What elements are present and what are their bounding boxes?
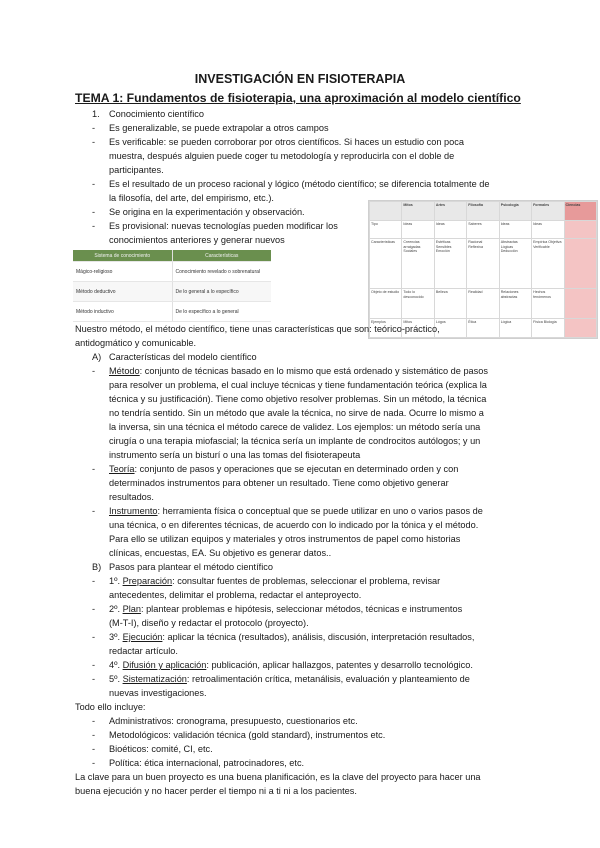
table-cell: Mitos — [402, 202, 434, 221]
paragraph-line: Todo ello incluye: — [75, 702, 146, 712]
list-item-continued: clínicas, encuestas, EA. Su objetivo es generar datos.. — [109, 548, 332, 558]
term: Teoría — [109, 464, 135, 474]
topic-title: TEMA 1: Fundamentos de fisioterapia, una aproximación al modelo científico — [75, 91, 521, 105]
table-cell: Todo lo desconocido — [402, 289, 434, 319]
table-cell: Ideas — [532, 220, 564, 239]
table-cell: Método deductivo — [73, 282, 172, 302]
list-item-continued: para resolver un problema, el cual incluye técnicas y tiene fundamentación teórica (explica la — [109, 380, 487, 390]
table-cell: Objeto de estudio — [370, 289, 402, 319]
paragraph-line: buena ejecución y no hacer perder el tiempo ni a ti ni a los pacientes. — [75, 786, 357, 796]
definition: : retroalimentación crítica, metanálisis, evaluación y planteamiento de — [186, 674, 470, 684]
definition: : conjunto de pasos y operaciones que se ejecutan en determinado orden y con — [134, 464, 459, 474]
table-cell — [564, 239, 596, 289]
table-cell: Ejemplos — [370, 319, 402, 338]
table-cell: Física Biología — [532, 319, 564, 338]
table-cell: Formales — [532, 202, 564, 221]
table-cell: Abstractas Lógicas Deducción — [499, 239, 531, 289]
table-cell: Lógos — [434, 319, 466, 338]
list-item — [109, 504, 483, 518]
definition: : consultar fuentes de problemas, seleccionar el problema, revisar — [172, 576, 441, 586]
list-item-continued: determinados instrumentos para obtener un resultado. Tiene como objetivo generar — [109, 478, 449, 488]
bullet-dash: - — [92, 123, 96, 133]
list-item-continued: la inversa, sin una técnica el método carece de validez. Los ejemplos: un método sería una — [109, 422, 481, 432]
table-cell: Estéticas Sensibles Emoción — [434, 239, 466, 289]
table-cell: Ideas — [434, 220, 466, 239]
definition: : aplicar la técnica (resultados), análisis, discusión, interpretación resultados, — [162, 632, 475, 642]
table-cell: Realidad — [467, 289, 499, 319]
table-cell: Creencias arraigadas Sociales — [402, 239, 434, 289]
table-cell — [564, 319, 596, 338]
list-item-continued: cirugía o una terapia miofascial; la técnica sería un implante de condrocitos autólogos; y un — [109, 436, 481, 446]
bullet-dash: - — [92, 660, 96, 670]
definition: : herramienta física o conceptual que se puede utilizar en uno o varios pasos de — [157, 506, 483, 516]
bullet-dash: - — [92, 632, 96, 642]
bullet-dash: - — [92, 716, 96, 726]
table-cell: Belleza — [434, 289, 466, 319]
term: Plan — [122, 604, 141, 614]
list-item-continued: participantes. — [109, 165, 164, 175]
bullet-dash: - — [92, 604, 96, 614]
definition: : plantear problemas e hipótesis, seleccionar métodos, técnicas e instrumentos — [140, 604, 463, 614]
list-item-continued: (M-T-I), diseño y redactar el protocolo (proyecto). — [109, 618, 309, 628]
bullet-dash: - — [92, 674, 96, 684]
list-item-continued: conocimientos anteriores y generar nuevos — [109, 235, 285, 245]
list-item-continued: nuevas investigaciones. — [109, 688, 207, 698]
table-cell: Racional Reflexiva — [467, 239, 499, 289]
list-item: Administrativos: cronograma, presupuesto, cuestionarios etc. — [109, 716, 358, 726]
section-heading: Pasos para plantear el método científico — [109, 562, 273, 572]
list-item: Es provisional: nuevas tecnologías pueden modificar los — [109, 221, 338, 231]
table-cell: Artes — [434, 202, 466, 221]
term: Sistematización — [122, 674, 187, 684]
paragraph-line: La clave para un buen proyecto es una buena planificación, es la clave del proyecto para hacer una — [75, 772, 481, 782]
table-cell: De lo específico a lo general — [172, 302, 271, 322]
bullet-dash: - — [92, 221, 96, 231]
table-cell: Ciencias — [564, 202, 596, 221]
table-cell: Saberes — [467, 220, 499, 239]
definition: : conjunto de técnicas basado en lo mismo que está ordenado y sistemático de pasos — [139, 366, 488, 376]
list-item — [109, 364, 488, 378]
bullet-dash: - — [92, 730, 96, 740]
term: Método — [109, 366, 140, 376]
table-cell: Filosofía — [467, 202, 499, 221]
table-cell: Hechos fenómenos — [532, 289, 564, 319]
table-cell: Empírica Objetiva Verificable — [532, 239, 564, 289]
list-item: Metodológicos: validación técnica (gold standard), instrumentos etc. — [109, 730, 386, 740]
list-item-continued: la filosofía, del arte, del empirismo, etc.). — [109, 193, 274, 203]
table-cell — [564, 289, 596, 319]
section-heading: Conocimiento científico — [109, 109, 204, 119]
paragraph-line: antidogmático y comunicable. — [75, 338, 197, 348]
definition: : publicación, aplicar hallazgos, patentes y desarrollo tecnológico. — [206, 660, 473, 670]
table-cell: Ideas — [402, 220, 434, 239]
step-number: 2º. — [109, 604, 123, 614]
section-letter: B) — [92, 562, 102, 572]
table-cell — [564, 220, 596, 239]
bullet-dash: - — [92, 744, 96, 754]
table-header-cell: Sistema de conocimiento — [73, 250, 172, 262]
list-item: Es el resultado de un proceso racional y lógico (método científico; se diferencia totalmente de — [109, 179, 490, 189]
list-item — [109, 658, 473, 672]
term: Preparación — [122, 576, 173, 586]
table-cell: De lo general a lo específico — [172, 282, 271, 302]
table-cell: Lógica — [499, 319, 531, 338]
list-item-continued: Para ello se utilizan equipos y materiales y otros instrumentos de papel como historias — [109, 534, 461, 544]
list-item: Es generalizable, se puede extrapolar a otros campos — [109, 123, 329, 133]
list-item: Se origina en la experimentación y observación. — [109, 207, 305, 217]
step-number: 1º. — [109, 576, 123, 586]
table-cell: Relaciones abstractas — [499, 289, 531, 319]
table-cell: Tipo — [370, 220, 402, 239]
list-item — [109, 630, 474, 644]
bullet-dash: - — [92, 758, 96, 768]
bullet-dash: - — [92, 366, 96, 376]
list-item: Política: ética internacional, patrocinadores, etc. — [109, 758, 305, 768]
table-cell: Características — [370, 239, 402, 289]
table-cell: Psicologia — [499, 202, 531, 221]
step-number: 3º. — [109, 632, 123, 642]
bullet-dash: - — [92, 506, 96, 516]
table-cell: Conocimiento revelado o sobrenatural — [172, 262, 271, 282]
term: Ejecución — [122, 632, 163, 642]
table-cell — [370, 202, 402, 221]
list-item: Es verificable: se pueden corroborar por otros científicos. Si haces un estudio con poca — [109, 137, 464, 147]
list-number: 1. — [92, 109, 100, 119]
step-number: 4º. — [109, 660, 123, 670]
list-item — [109, 574, 440, 588]
list-item: Bioéticos: comité, CI, etc. — [109, 744, 213, 754]
bullet-dash: - — [92, 179, 96, 189]
list-item-continued: una técnica, o en diferentes técnicas, de acuerdo con lo indicado por la tónica y el método. — [109, 520, 479, 530]
table-cell: Ideas — [499, 220, 531, 239]
list-item-continued: no tendría sentido. Sin un método que avale la técnica, no sirve de nada. Ocurre lo mismo a — [109, 408, 484, 418]
table-cell: Mágico-religioso — [73, 262, 172, 282]
step-number: 5º. — [109, 674, 123, 684]
comparison-table-image — [368, 200, 598, 339]
section-letter: A) — [92, 352, 102, 362]
list-item-continued: redactar artículo. — [109, 646, 178, 656]
bullet-dash: - — [92, 576, 96, 586]
table-header-cell: Características — [172, 250, 271, 262]
list-item-continued: antecedentes, delimitar el problema, redactar el anteproyecto. — [109, 590, 362, 600]
bullet-dash: - — [92, 207, 96, 217]
term: Difusión y aplicación — [122, 660, 207, 670]
paragraph-line: Nuestro método, el método científico, tiene unas características que son: teórico-práctico, — [75, 324, 440, 334]
list-item-continued: instrumento sería un bisturí o una las tomas del fisioterapeuta — [109, 450, 361, 460]
table-cell: Método inductivo — [73, 302, 172, 322]
table-cell: Mitos — [402, 319, 434, 338]
term: Instrumento — [109, 506, 158, 516]
list-item — [109, 462, 458, 476]
list-item-continued: resultados. — [109, 492, 154, 502]
document-title: INVESTIGACIÓN EN FISIOTERAPIA — [194, 72, 406, 86]
bullet-dash: - — [92, 464, 96, 474]
table-cell: Ética — [467, 319, 499, 338]
section-heading: Características del modelo científico — [109, 352, 257, 362]
list-item — [109, 672, 470, 686]
list-item-continued: muestra, después alguien puede coger tu metodología y reproducirla con el doble de — [109, 151, 455, 161]
list-item — [109, 602, 462, 616]
bullet-dash: - — [92, 137, 96, 147]
list-item-continued: técnica y su justificación). Tiene como objetivo resolver problemas. Sin un método, la técnica — [109, 394, 487, 404]
